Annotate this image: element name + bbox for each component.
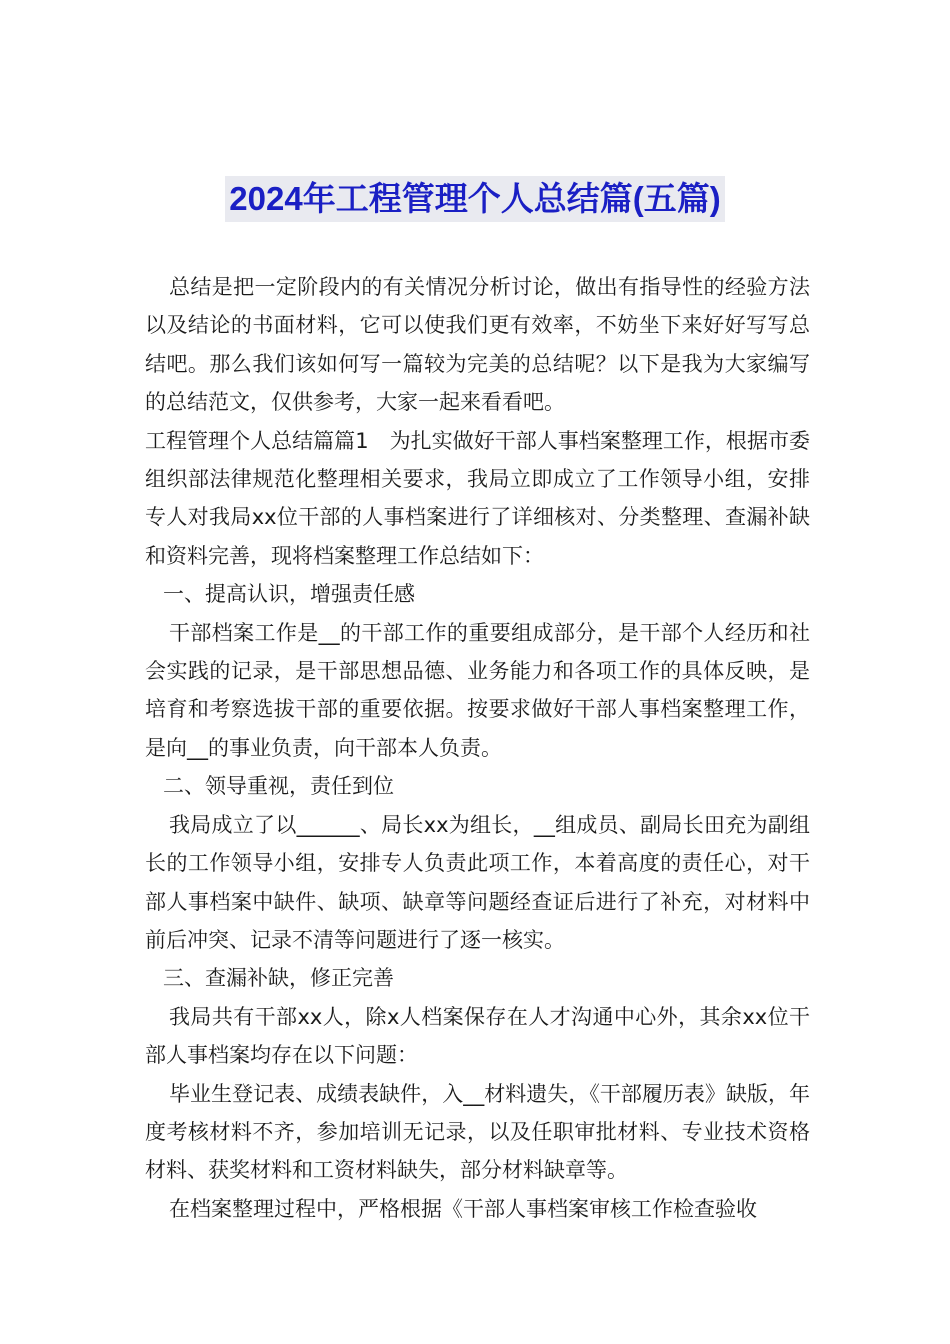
section-heading-1: 一、提高认识，增强责任感 <box>163 582 415 607</box>
paragraph: 我局成立了以______、局长xx为组长，__组成员、副局长田充为副组长的工作领导小组，安排专人负责此项工作，本着高度的责任心，对干部人事档案中缺件、缺项、缺章等问题经查证后进行了补充，对材料中前后冲突、记录不清等问题进行了逐一核实。 <box>145 812 810 952</box>
document-title: 2024年工程管理个人总结篇(五篇) <box>225 176 724 222</box>
paragraph: 干部档案工作是__的干部工作的重要组成部分，是干部个人经历和社会实践的记录，是干部思想品德、业务能力和各项工作的具体反映，是培育和考察选拔干部的重要依据。按要求做好干部人事档案整理工作，是向__的事业负责，向干部本人负责。 <box>145 620 810 760</box>
paragraph-intro: 总结是把一定阶段内的有关情况分析讨论，做出有指导性的经验方法以及结论的书面材料，它可以使我们更有效率，不妨坐下来好好写写总结吧。那么我们该如何写一篇较为完美的总结呢？以下是我为大家编写的总结范文，仅供参考，大家一起来看看吧。 <box>145 275 810 415</box>
paragraph: 我局共有干部xx人，除x人档案保存在人才沟通中心外，其余xx位干部人事档案均存在以下问题： <box>145 1004 810 1068</box>
title-container <box>0 176 950 222</box>
section-heading-3: 三、查漏补缺，修正完善 <box>163 966 394 991</box>
paragraph-section-1-intro: 工程管理个人总结篇篇1 为扎实做好干部人事档案整理工作，根据市委组织部法律规范化整理相关要求，我局立即成立了工作领导小组，安排专人对我局xx位干部的人事档案进行了详细核对、分类整理、查漏补缺和资料完善，现将档案整理工作总结如下： <box>145 428 810 568</box>
section-heading-2: 二、领导重视，责任到位 <box>163 774 394 799</box>
document-body <box>145 268 810 1228</box>
paragraph: 在档案整理过程中，严格根据《干部人事档案审核工作检查验收 <box>169 1196 757 1221</box>
paragraph: 毕业生登记表、成绩表缺件，入__材料遗失，《干部履历表》缺版，年度考核材料不齐，参加培训无记录，以及任职审批材料、专业技术资格材料、获奖材料和工资材料缺失，部分材料缺章等。 <box>145 1081 810 1183</box>
